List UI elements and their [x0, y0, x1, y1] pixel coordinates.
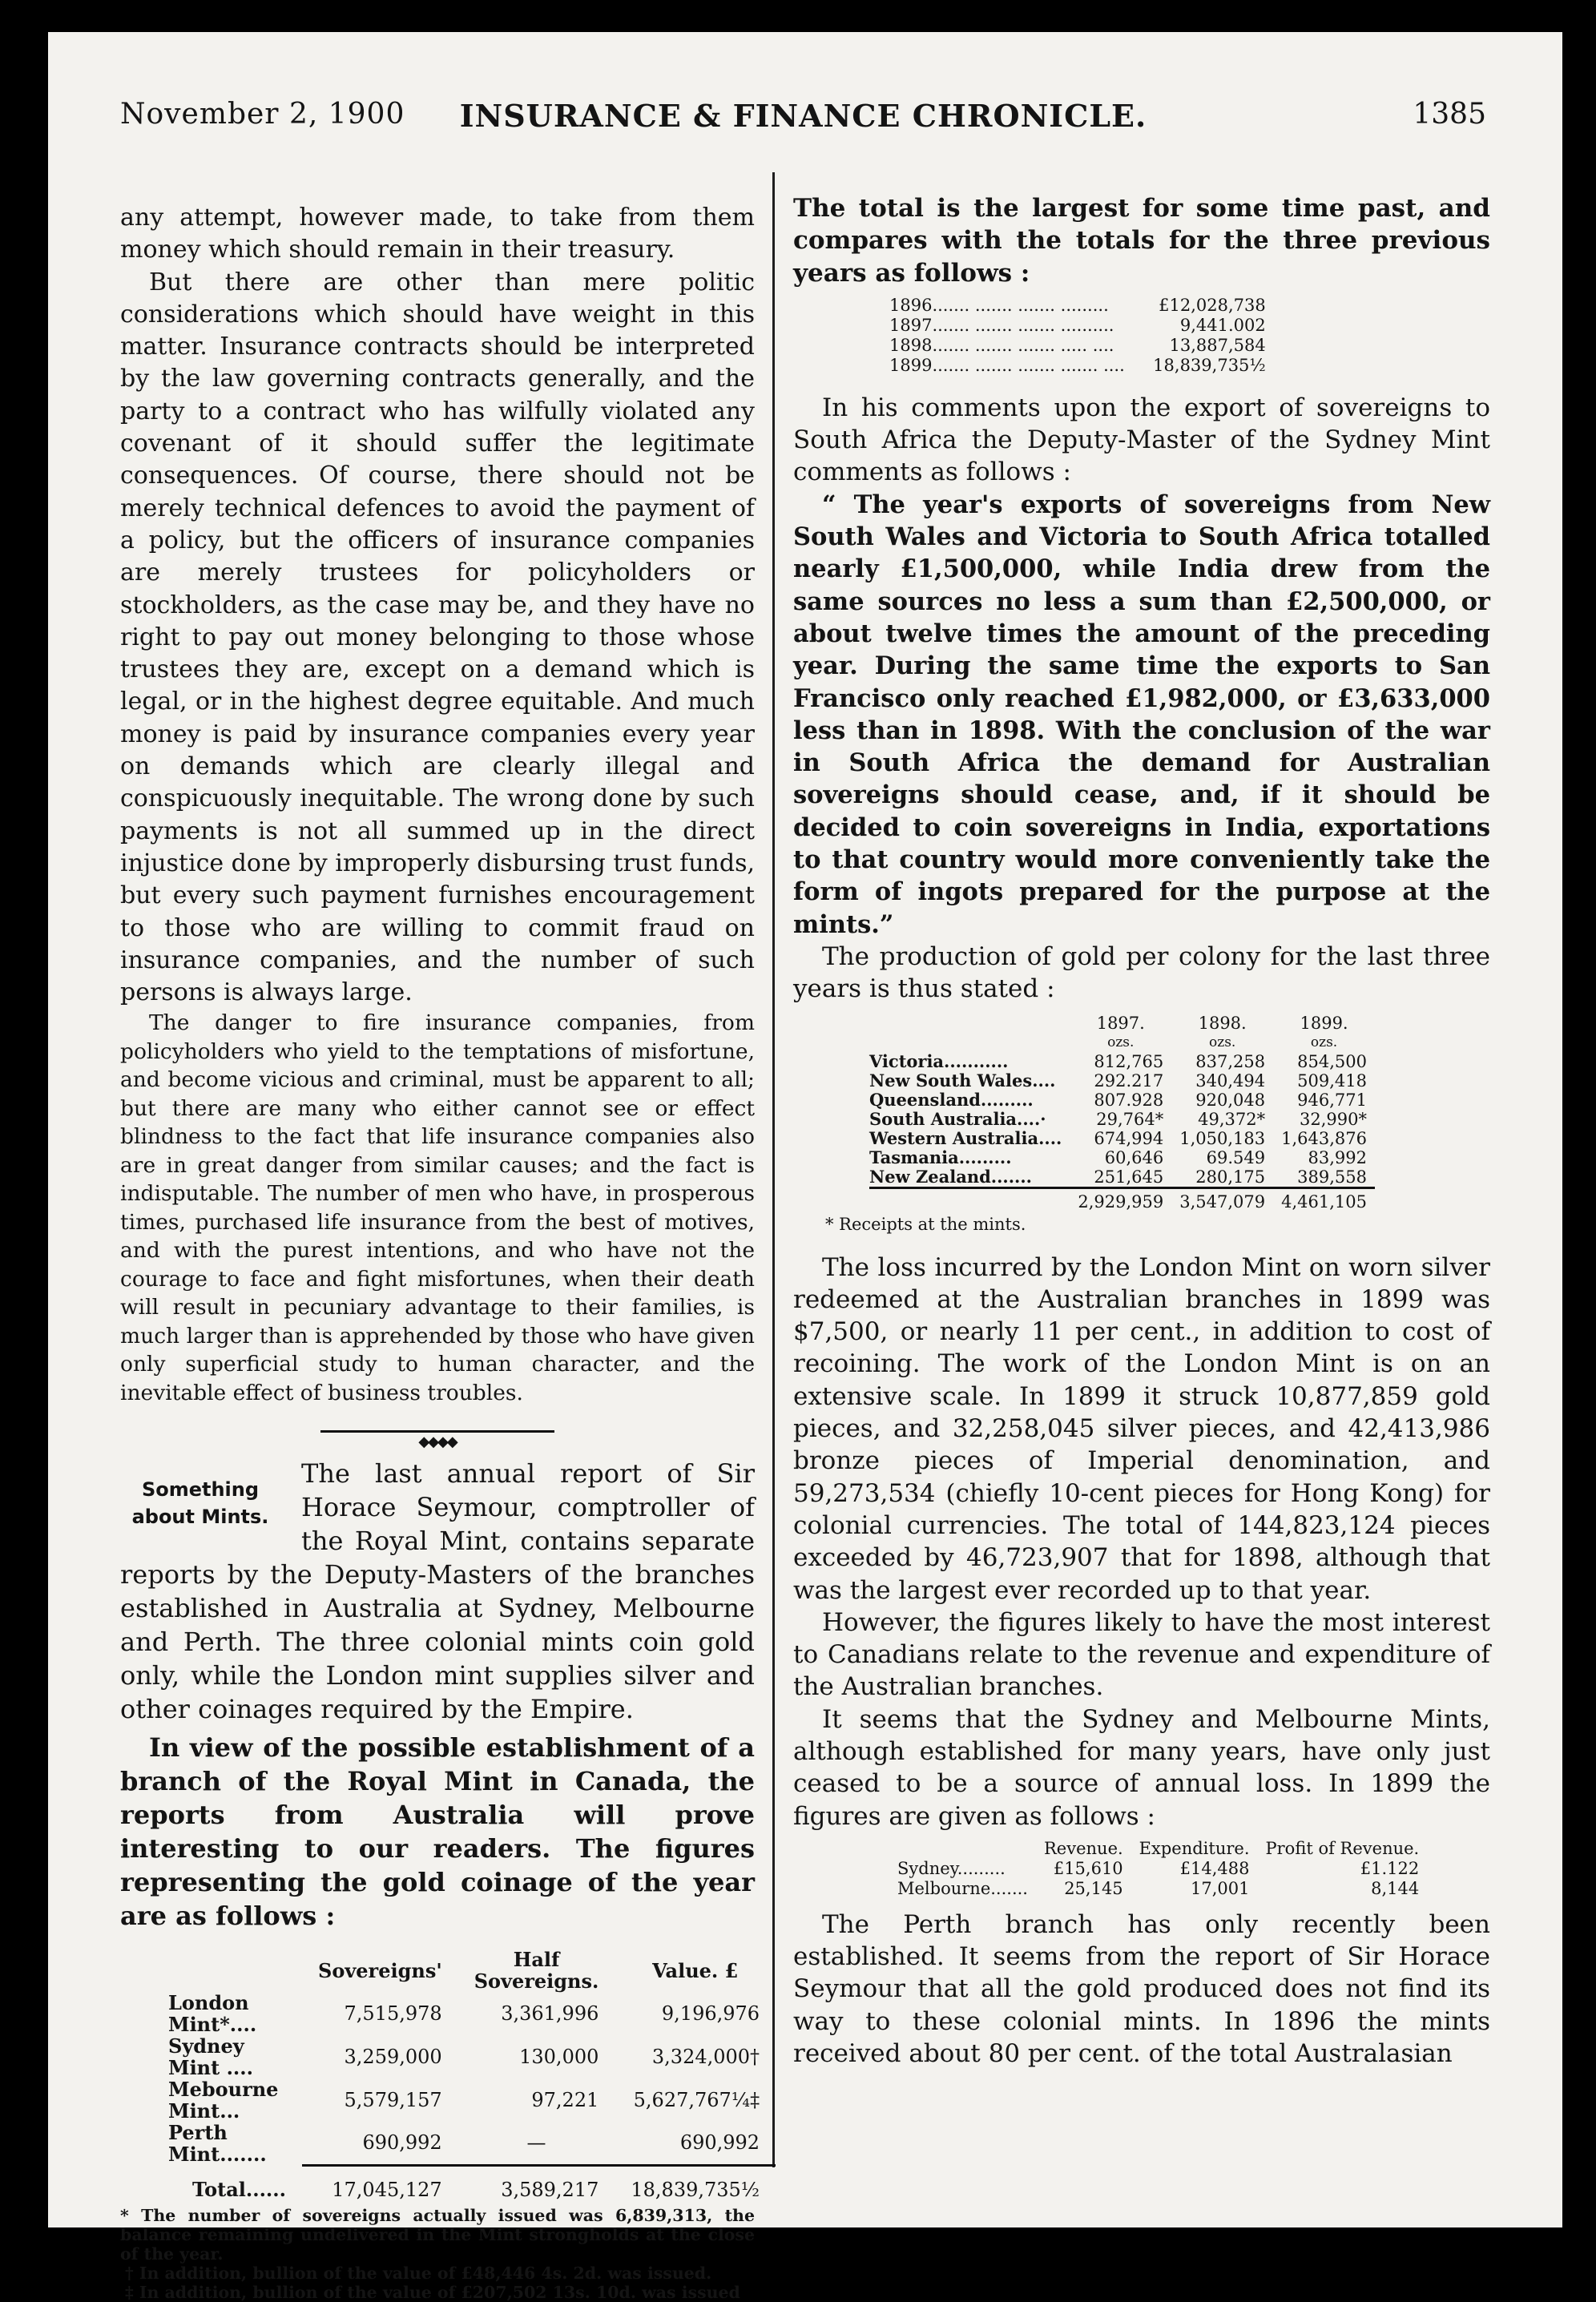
- table-header-row: 1897. 1898. 1899.: [1096, 1013, 1348, 1033]
- col-header-value: Value. £: [652, 1958, 739, 1982]
- mints-article: [120, 1457, 755, 1726]
- table-row: 1897 ....... ....... ....... .......... 9,441.002: [889, 315, 1266, 335]
- right-paragraph-4: The loss incurred by the London Mint on worn silver redeemed at the Australian branches in 1899 was $7,500, or nearly 11 per cent., in addition to cost of recoining. The work of the London Mint is on an extensive scale. In 1899 it struck 10,877,859 gold pieces, and 32,258,045 silver pieces, and 42,413,986 bronze pieces of Imperial denomination, and 59,273,534 (chiefly 10-cent pieces for Hong Kong) for colonial currencies. The total of 144,823,124 pieces exceeded by 46,723,907 that for 1898, although that was the largest ever recorded up to that year.: [793, 1252, 1490, 1605]
- left-paragraph-2: But there are other than mere politic considerations which should have weight in this matter. Insurance contracts should be interpreted by the law governing contracts generally, and the party to a contract who has wilfully violated any covenant of it should suffer the legitimate consequences. Of course, there should not be merely technical defences to avoid the payment of a policy, but the officers of insurance companies are merely trustees for policyholders or stockholders, as the case may be, and they have no right to pay out money belonging to those whose trustees they are, except on a demand which is legal, or in the highest degree equitable. And much money is paid by insurance companies every year on demands which are clearly illegal and conspicuously inequitable. The wrong done by such payments is not all summed up in the direct injustice done by improperly disbursing trust funds, but every such payment furnishes encouragement to those who are willing to commit fraud on insurance companies, and the number of such persons is always large.: [120, 268, 755, 1007]
- col-header-half-sovereigns: Half Sovereigns.: [474, 1948, 599, 1994]
- gold-coinage-table: [168, 1949, 776, 2201]
- table-units-row: ozs. ozs. ozs.: [1107, 1034, 1338, 1050]
- table-total-row: Total...... 17,045,127 3,589,217 18,839,735½: [168, 2165, 776, 2201]
- right-column: [793, 192, 1490, 2070]
- newspaper-page: [48, 32, 1562, 2302]
- right-paragraph-5: However, the figures likely to have the most interest to Canadians relate to the revenue and expenditure of the Australian branches.: [793, 1607, 1490, 1702]
- table-row: London Mint*.... 7,515,978 3,361,996 9,196,976: [168, 1991, 760, 2037]
- right-paragraph-3: The production of gold per colony for the last three years is thus stated :: [793, 941, 1490, 1004]
- gold-footnote: * Receipts at the mints.: [825, 1214, 1026, 1234]
- table-row: Tasmania......... 60,646 69.549 83,992: [869, 1147, 1367, 1167]
- section-ornament: ◆◆◆◆: [120, 1423, 755, 1439]
- footnote: † In addition, bullion of the value of £48,446 4s. 2d. was issued.: [125, 2263, 712, 2283]
- left-column: [120, 202, 760, 2302]
- table-row: Victoria........... 812,765 837,258 854,500: [869, 1050, 1367, 1071]
- table-row: South Australia....· 29,764* 49,372* 32,990*: [869, 1108, 1367, 1129]
- left-paragraph-1: any attempt, however made, to take from them money which should remain in their treasury.: [120, 204, 755, 264]
- table-row: New South Wales.... 292.217 340,494 509,418: [869, 1070, 1367, 1091]
- right-paragraph-7: The Perth branch has only recently been established. It seems from the report of Sir Horace Seymour that all the gold produced does not find its way to these colonial mints. In 1896 the mints received about 80 per cent. of the total Australasian: [793, 1909, 1490, 2069]
- table-row: Queensland......... 807.928 920,048 946,771: [869, 1089, 1367, 1110]
- right-paragraph-6: It seems that the Sydney and Melbourne Mints, although established for many years, have only just ceased to be a source of annual loss. In 1899 the figures are given as follows :: [793, 1704, 1490, 1831]
- page-number: 1385: [1413, 98, 1486, 131]
- table-row: Sydney Mint .... 3,259,000 130,000 3,324,000†: [168, 2034, 760, 2080]
- coinage-footnotes: [120, 2206, 755, 2302]
- col-header-sovereigns: Sovereigns': [318, 1958, 442, 1982]
- revenue-table: [889, 1839, 1427, 1899]
- table-row: Western Australia.... 674,994 1,050,183 1,643,876: [869, 1127, 1367, 1148]
- table-row: Sydney......... £15,610 £14,488 £1.122: [897, 1858, 1420, 1878]
- table-row: Mebourne Mint... 5,579,157 97,221 5,627,767¼‡: [168, 2078, 760, 2123]
- table-header-row: Revenue. Expenditure. Profit of Revenue.: [1043, 1838, 1420, 1858]
- issue-date: November 2, 1900: [120, 98, 405, 131]
- side-heading: Something about Mints.: [131, 1478, 269, 1529]
- footnote: ‡ In addition, bullion of the value of £207,502 13s. 10d. was issued: [125, 2282, 740, 2302]
- publication-title: INSURANCE & FINANCE CHRONICLE.: [459, 98, 1147, 134]
- table-total-row: 2,929,959 3,547,079 4,461,105: [869, 1187, 1375, 1211]
- table-row: 1898 ....... ....... ....... ..... .... 13,887,584: [889, 335, 1266, 355]
- column-divider: [772, 172, 775, 2167]
- running-head: [120, 98, 1486, 146]
- table-row: Perth Mint....... 690,992 — 690,992: [168, 2121, 760, 2167]
- table-row: 1899 ....... ....... ....... ....... .... 18,839,735½: [889, 355, 1266, 375]
- table-row: 1896 ....... ....... ....... ......... £12,028,738: [889, 295, 1266, 315]
- table-header-row: [168, 1949, 776, 1992]
- left-paragraph-5: In view of the possible establishment of a branch of the Royal Mint in Canada, the reports from Australia will prove interesting to our readers. The figures representing the gold coinage of the year are as follows :: [120, 1732, 755, 1932]
- right-paragraph-2: In his comments upon the export of sovereigns to South Africa the Deputy-Master of the Sydney Mint comments as follows :: [793, 393, 1490, 487]
- table-row: New Zealand....... 251,645 280,175 389,558: [869, 1166, 1367, 1187]
- left-paragraph-3: The danger to fire insurance companies, from policyholders who yield to the temptations of misfortune, and become vicious and criminal, must be apparent to all; but there are many who either cannot see or effect blindness to the fact that life insurance companies also are in great danger from similar causes; and the fact is indisputable. The number of men who have, in prosperous times, purchased life insurance from the best of motives, and with the purest intentions, and who have not the courage to face and fight misfortunes, when their death will result in pecuniary advantage to their families, is much larger than is apprehended by those who have given only superficial study to human character, and the inevitable effect of business troubles.: [120, 1010, 755, 1405]
- yearly-totals-table: [889, 296, 1266, 376]
- quotation: “ The year's exports of sovereigns from New South Wales and Victoria to South Africa totalled nearly £1,500,000, while India drew from the same sources no less a sum than £2,500,000, or about twelve times the amount of the preceding year. During the same time the exports to San Francisco only reached £1,982,000, or £3,633,000 less than in 1898. With the conclusion of the war in South Africa the demand for Australian sovereigns should cease, and, if it should be decided to coin sovereigns in India, exportations to that country would more conveniently take the form of ingots prepared for the purpose at the mints.”: [793, 490, 1490, 939]
- gold-production-table: [869, 1014, 1375, 1211]
- table-row: Melbourne....... 25,145 17,001 8,144: [897, 1878, 1420, 1898]
- footnote: * The number of sovereigns actually issued was 6,839,313, the balance remaining undelivered in the Mint strongholds at the close of the year.: [120, 2205, 755, 2264]
- right-paragraph-1: The total is the largest for some time past, and compares with the totals for the three previous years as follows :: [793, 194, 1490, 288]
- left-paragraph-4: The last annual report of Sir Horace Seymour, comptroller of the Royal Mint, contains separate reports by the Deputy-Masters of the branches established in Australia at Sydney, Melbourne and Perth. The three colonial mints coin gold only, while the London mint supplies silver and other coinages required by the Empire.: [120, 1458, 755, 1725]
